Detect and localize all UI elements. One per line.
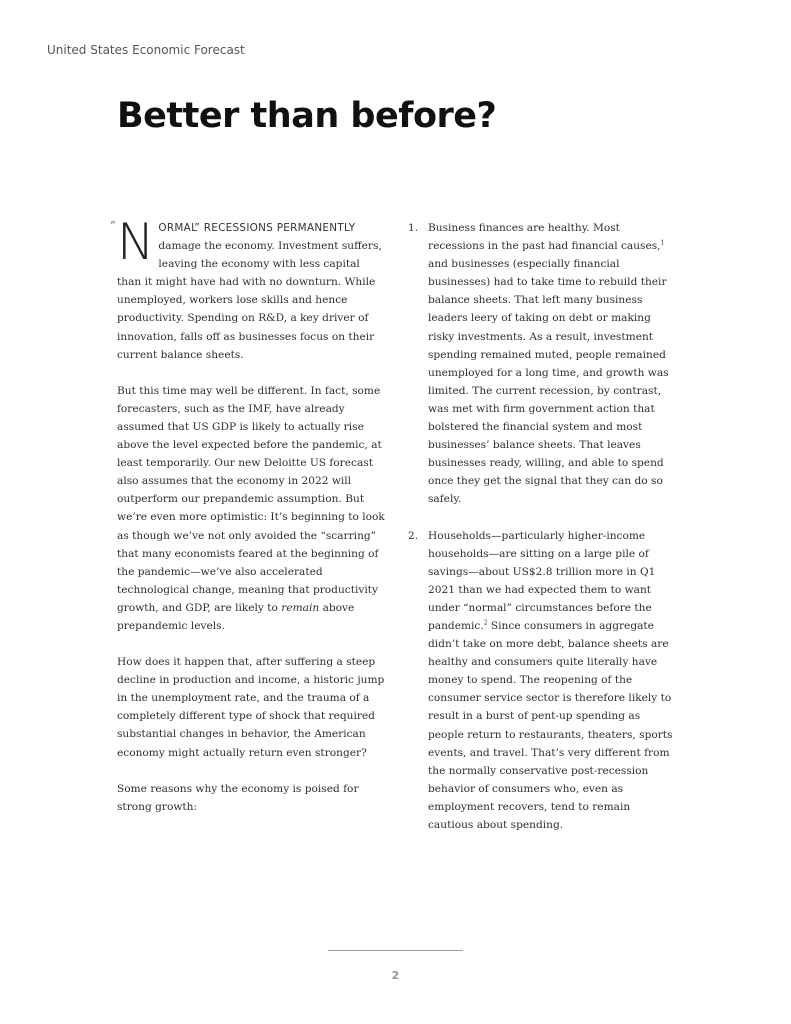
footer-divider bbox=[328, 950, 463, 951]
list-number: 1. bbox=[408, 222, 419, 234]
intro-paragraph bbox=[110, 213, 385, 364]
intro-smallcaps: ORMAL” RECESSIONS PERMANENTLY bbox=[158, 222, 356, 234]
list-text-end: Since consumers in aggregate didn’t take on more debt, balance sheets are healthy and consumers quite literally have money to spend. The reopening of the consumer service sector is therefore likely to result in a burst of pent-up spending as people return to restaurants, theaters, sports events, and travel. That’s very different from the normally conservative post-recession behavior of consumers who, even as employment recovers, tend to remain cautious about spending. bbox=[428, 619, 673, 831]
page-number: 2 bbox=[391, 969, 400, 982]
paragraph-2-text: But this time may well be different. In fact, some forecasters, such as the IMF, have already assumed that US GDP is likely to actually rise above the level expected before the pandemic, at least temporarily. Our new Deloitte US forecast also assumes that the economy in 2022 will outperform our prepandemic assumption. But we’re even more optimistic: It’s beginning to look as though we’ve not only avoided the “scarring” that many economists feared at the beginning of the pandemic—we’ve also accelerated technological change, meaning that productivity growth, and GDP, are likely to bbox=[117, 384, 385, 614]
paragraph-2-emphasis: remain bbox=[281, 601, 320, 614]
reasons-list bbox=[408, 219, 676, 834]
body-paragraph-3: How does it happen that, after suffering a steep decline in production and income, a historic jump in the unemployment rate, and the trauma of a completely different type of shock that required substantial changes in behavior, the American economy might actually return even stronger? bbox=[117, 656, 385, 759]
paragraph-2-text-end: above prepandemic levels. bbox=[117, 601, 355, 632]
footnote-ref[interactable]: 1 bbox=[660, 239, 665, 247]
left-column bbox=[110, 213, 385, 834]
list-text: Households—particularly higher-income households—are sitting on a large pile of savings—about US$2.8 trillion more in Q1 2021 than we had expected them to want under “normal” circumstances before the pandemic. bbox=[428, 529, 656, 632]
footnote-ref[interactable]: 2 bbox=[483, 619, 488, 627]
list-text-end: and businesses (especially financial businesses) had to take time to rebuild their balance sheets. That left many business leaders leery of taking on debt or making risky investments. As a result, investment spending remained muted, people remained unemployed for a long time, and growth was limited. The current recession, by contrast, was met with firm government action that bolstered the financial system and most businesses’ balance sheets. That leaves businesses ready, willing, and able to spend once they get the signal that they can do so safely. bbox=[428, 258, 669, 506]
running-header: United States Economic Forecast bbox=[47, 43, 245, 57]
list-item bbox=[408, 219, 676, 509]
body-paragraph-2 bbox=[117, 382, 385, 635]
right-column bbox=[408, 219, 676, 852]
intro-text: damage the economy. Investment suffers, leaving the economy with less capital than it might have had with no downturn. While unemployed, workers lose skills and hence productivity. Spending on R&D, a key driver of innovation, falls off as businesses focus on their current balance sheets. bbox=[117, 240, 382, 361]
drop-cap: N bbox=[117, 213, 155, 271]
list-item bbox=[408, 527, 676, 835]
list-text: Business finances are healthy. Most recessions in the past had financial causes, bbox=[428, 222, 661, 253]
opening-quote-mark: “ bbox=[110, 219, 116, 232]
body-paragraph-4: Some reasons why the economy is poised for strong growth: bbox=[117, 782, 359, 813]
page-title: Better than before? bbox=[117, 96, 497, 136]
list-number: 2. bbox=[408, 529, 419, 542]
